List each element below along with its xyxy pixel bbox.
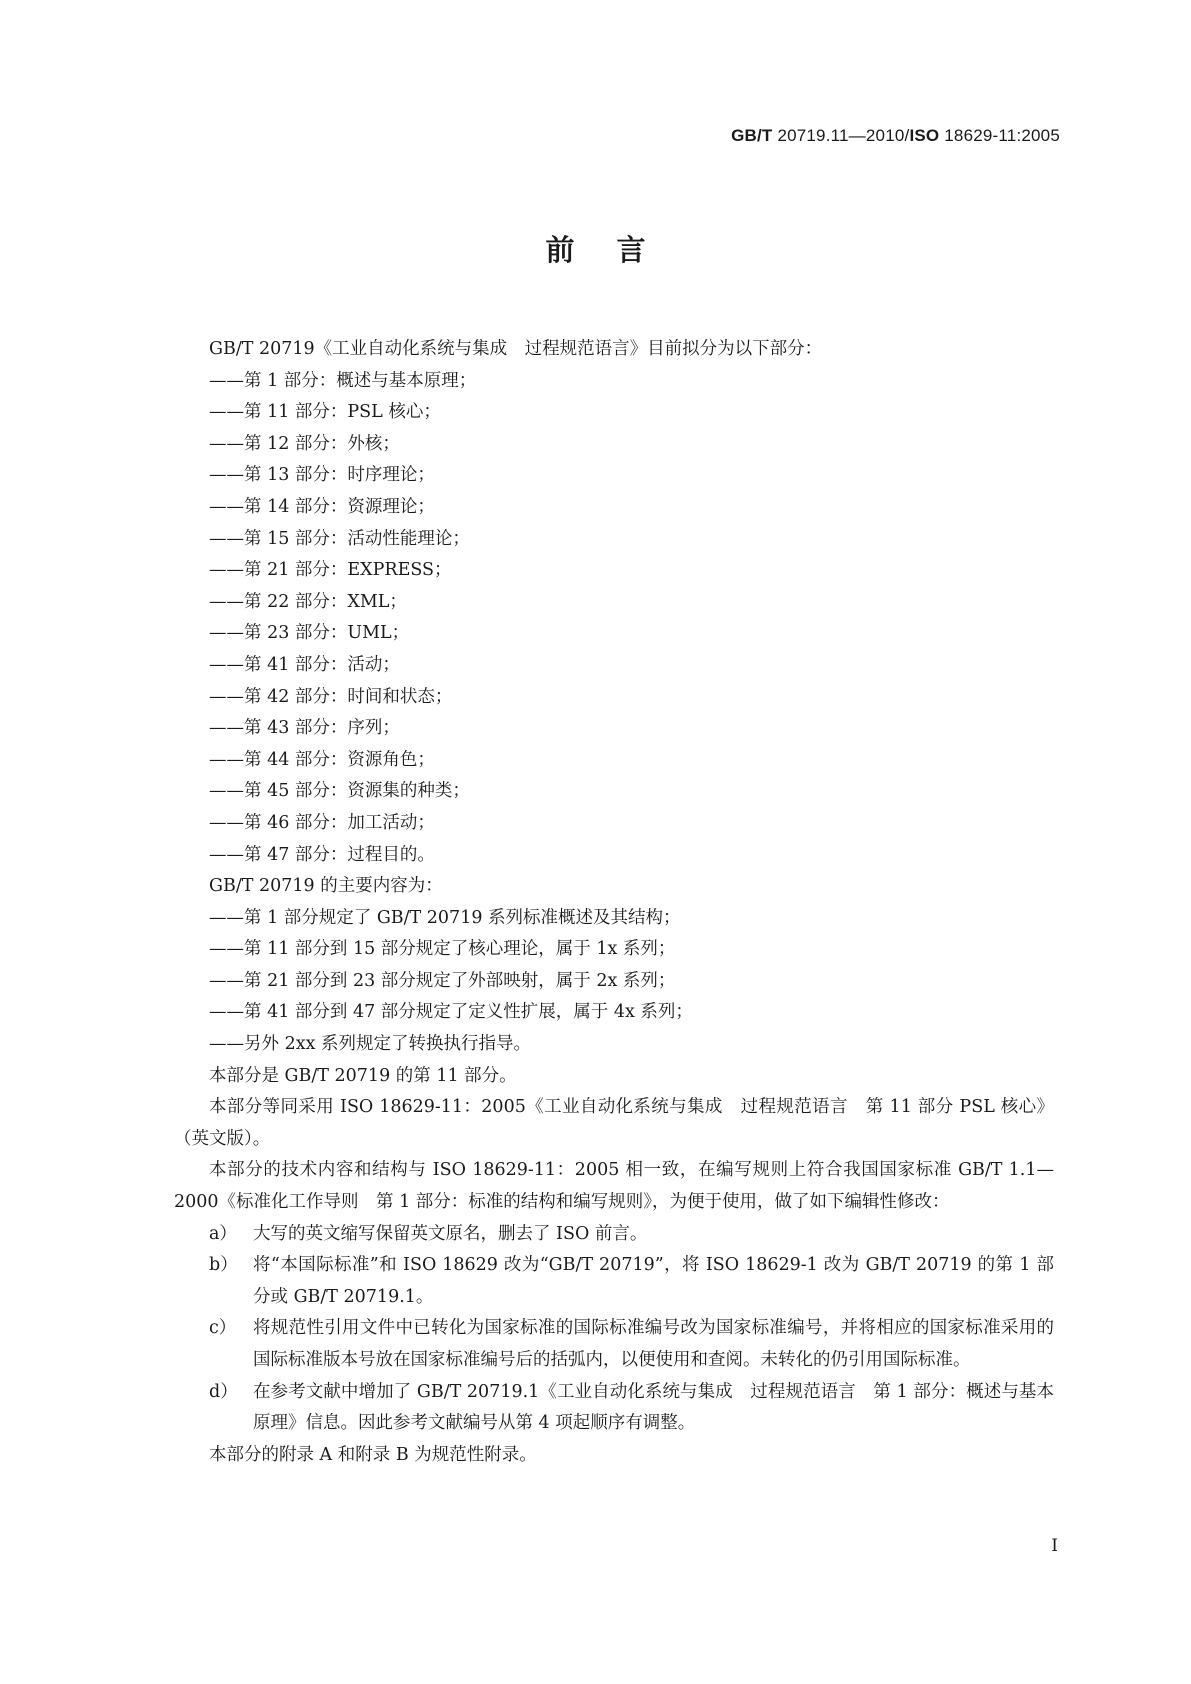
list-item: ——第 42 部分：时间和状态；: [209, 686, 453, 707]
list-item: ——第 47 部分：过程目的。: [209, 844, 435, 865]
list-item: ——第 45 部分：资源集的种类；: [209, 781, 470, 802]
list-item: ——第 43 部分：序列；: [209, 718, 400, 739]
list-item: ——第 1 部分：概述与基本原理；: [209, 370, 477, 391]
page-title: 前言: [545, 233, 688, 267]
consistency-paragraph: 本部分的技术内容和结构与 ISO 18629-11：2005 相一致，在编写规则上符合我国国家标准 GB/T 1.1—2000《标准化工作导则 第 1 部分：标准的结构和编写规则》，为便于使用，做了如下编辑性修改：: [174, 1160, 1054, 1213]
list-item: ——第 22 部分：XML；: [209, 591, 407, 612]
standard-code: [731, 126, 1060, 146]
list-item: ——第 46 部分：加工活动；: [209, 812, 435, 833]
change-item-d: [209, 1377, 1054, 1440]
list-item: ——第 11 部分到 15 部分规定了核心理论，属于 1x 系列；: [209, 939, 676, 960]
list-item: ——第 21 部分：EXPRESS；: [209, 560, 452, 581]
foreword-body: [174, 334, 1054, 1471]
page-number: Ⅰ: [1051, 1536, 1058, 1556]
list-item: ——第 11 部分：PSL 核心；: [209, 402, 441, 423]
list-item: ——第 1 部分规定了 GB/T 20719 系列标准概述及其结构；: [209, 907, 681, 928]
list-item: ——第 41 部分：活动；: [209, 654, 400, 675]
standard-code-iso: ISO: [909, 126, 940, 145]
list-item: ——第 44 部分：资源角色；: [209, 749, 435, 770]
annex-paragraph: 本部分的附录 A 和附录 B 为规范性附录。: [209, 1444, 537, 1465]
list-item: ——第 15 部分：活动性能理论；: [209, 528, 470, 549]
list-item: ——第 13 部分：时序理论；: [209, 465, 435, 486]
intro-paragraph: GB/T 20719《工业自动化系统与集成 过程规范语言》目前拟分为以下部分：: [209, 339, 823, 359]
standard-code-number: 20719.11—2010/: [777, 126, 910, 145]
list-item: ——第 21 部分到 23 部分规定了外部映射，属于 2x 系列；: [209, 970, 676, 991]
change-item-c: [209, 1313, 1054, 1376]
standard-code-prefix: GB/T: [731, 126, 773, 145]
change-item-a: [209, 1219, 1054, 1251]
main-content-intro: GB/T 20719 的主要内容为：: [209, 876, 443, 897]
change-text: 在参考文献中增加了 GB/T 20719.1《工业自动化系统与集成 过程规范语言 第 1 部分：概述与基本原理》信息。因此参考文献编号从第 4 项起顺序有调整。: [253, 1381, 1054, 1434]
change-text: 将“本国际标准”和 ISO 18629 改为“GB/T 20719”，将 ISO 18629-1 改为 GB/T 20719 的第 1 部分或 GB/T 20719.1。: [253, 1255, 1054, 1307]
change-label: c）: [209, 1318, 237, 1339]
list-item: ——第 41 部分到 47 部分规定了定义性扩展，属于 4x 系列；: [209, 1002, 693, 1023]
list-item: ——第 23 部分：UML；: [209, 623, 410, 644]
changes-list: [174, 1219, 1054, 1440]
change-label: d）: [209, 1381, 238, 1402]
adoption-paragraph: 本部分等同采用 ISO 18629-11：2005《工业自动化系统与集成 过程规范语言 第 11 部分 PSL 核心》（英文版）。: [174, 1097, 1054, 1149]
change-text: 将规范性引用文件中已转化为国家标准的国际标准编号改为国家标准编号，并将相应的国家标准采用的国际标准版本号放在国家标准编号后的括弧内，以便使用和查阅。未转化的仍引用国际标准。: [253, 1318, 1054, 1370]
list-item: ——另外 2xx 系列规定了转换执行指导。: [209, 1034, 531, 1055]
parts-list: [174, 366, 1054, 872]
change-label: a）: [209, 1223, 237, 1244]
change-text: 大写的英文缩写保留英文原名，删去了 ISO 前言。: [253, 1223, 648, 1244]
this-part-paragraph: 本部分是 GB/T 20719 的第 11 部分。: [209, 1065, 517, 1086]
change-item-b: [209, 1250, 1054, 1313]
list-item: ——第 12 部分：外核；: [209, 433, 400, 454]
list-item: ——第 14 部分：资源理论；: [209, 496, 435, 517]
standard-code-iso-number: 18629-11:2005: [944, 126, 1060, 145]
main-content-list: [174, 903, 1054, 1061]
change-label: b）: [209, 1255, 238, 1276]
